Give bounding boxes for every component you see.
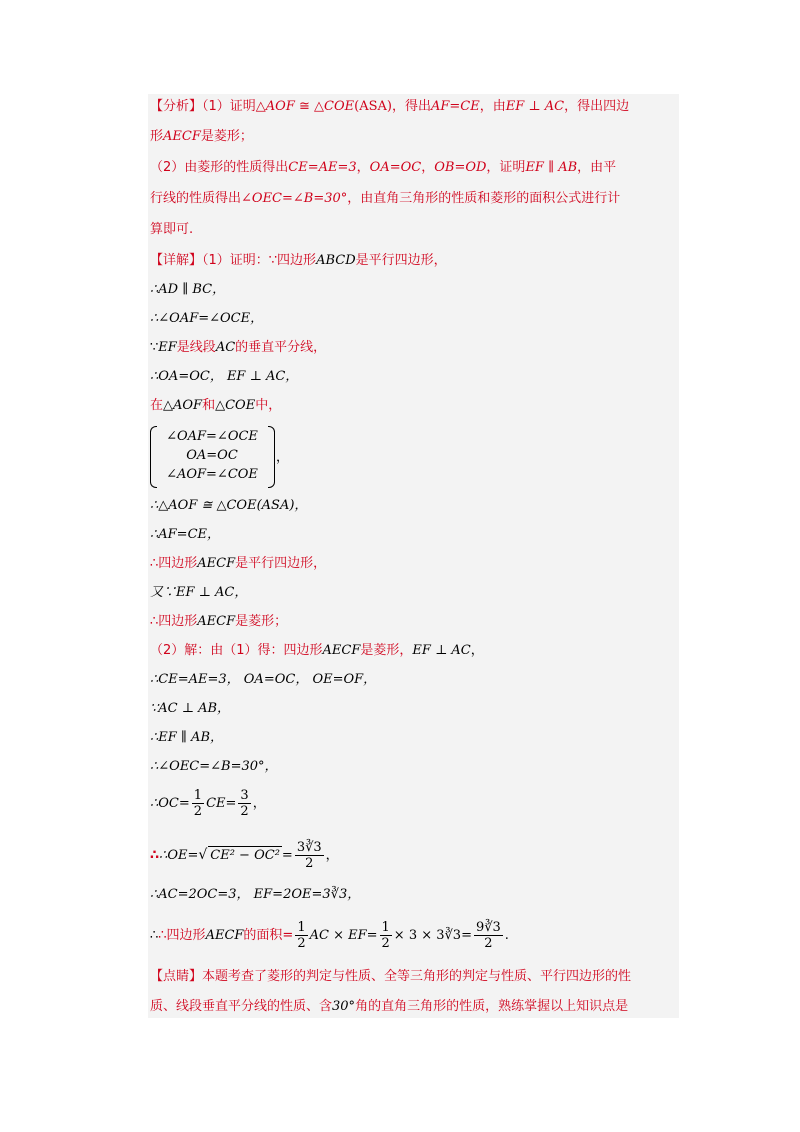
detail-line-9: ∴四边形AECF是平行四边形， bbox=[150, 556, 327, 571]
comment-line-2: 质、线段垂直平分线的性质、含30°角的直角三角形的性质，熟练掌握以上知识点是 bbox=[150, 999, 629, 1014]
fraction: $\frac{3}{2}$ bbox=[240, 788, 249, 819]
detail-line-18: ∴∴OE=√ CE² − OC² = $\frac{3∛3}{2}$ ， bbox=[150, 840, 339, 871]
fraction: $\frac{9∛3}{2}$ bbox=[475, 920, 501, 951]
detail-line-3: ∴∠OAF=∠OCE， bbox=[150, 311, 264, 326]
detail-tag: 【详解】 bbox=[150, 253, 203, 268]
detail-line-11: ∴四边形AECF是菱形； bbox=[150, 614, 288, 629]
equation-system: ∠OAF=∠OCE OA=OC ∠AOF=∠COE ， bbox=[150, 426, 280, 488]
detail-line-5: ∴OA=OC， EF ⊥ AC， bbox=[150, 369, 299, 384]
analysis-tag: 【分析】 bbox=[150, 99, 203, 114]
analysis-line-5: 算即可. bbox=[150, 222, 194, 237]
detail-line-19: ∴AC=2OC=3， EF=2OE=3∛3， bbox=[150, 887, 361, 902]
detail-line-14: ∵AC ⊥ AB， bbox=[150, 701, 231, 716]
detail-line-13: ∴CE=AE=3， OA=OC， OE=OF， bbox=[150, 672, 377, 687]
analysis-line-1: 【分析】（1）证明△AOF ≅ △COE(ASA)，得出AF=CE，由EF ⊥ AC，得出四边 bbox=[150, 99, 630, 114]
fraction: $\frac{3∛3}{2}$ bbox=[296, 840, 322, 871]
detail-line-17: ∴OC= $\frac{1}{2}$ CE= $\frac{3}{2}$ ， bbox=[150, 788, 266, 819]
comment-line-1: 【点睛】本题考查了菱形的判定与性质、全等三角形的判定与性质、平行四边形的性 bbox=[150, 969, 632, 984]
detail-line-15: ∴EF ∥ AB， bbox=[150, 730, 223, 745]
detail-line-7: ∴△AOF ≅ △COE(ASA)， bbox=[150, 498, 308, 513]
detail-line-10: 又∵EF ⊥ AC， bbox=[150, 585, 248, 600]
fraction: $\frac{1}{2}$ bbox=[193, 788, 203, 819]
detail-line-1: 【详解】（1）证明：∵四边形ABCD是平行四边形， bbox=[150, 253, 447, 268]
analysis-line-2: 形AECF是菱形； bbox=[150, 129, 253, 144]
fraction: $\frac{1}{2}$ bbox=[297, 920, 306, 951]
analysis-line-4: 行线的性质得出∠OEC=∠B=30°，由直角三角形的性质和菱形的面积公式进行计 bbox=[150, 191, 621, 206]
radical-sign-icon: √ bbox=[198, 847, 208, 863]
right-brace bbox=[268, 426, 275, 488]
analysis-line-3: （2）由菱形的性质得出CE=AE=3，OA=OC，OB=OD，证明EF ∥ AB，由平 bbox=[150, 160, 617, 175]
detail-line-20: ∴∴四边形AECF的面积= $\frac{1}{2}$ AC × EF= $\frac{1}{2}$ × 3 × 3∛3= $\frac{9∛3}{2}$ . bbox=[150, 920, 509, 951]
fraction: $\frac{1}{2}$ bbox=[381, 920, 390, 951]
detail-line-12: （2）解：由（1）得：四边形AECF是菱形，EF ⊥ AC， bbox=[150, 643, 484, 658]
detail-line-16: ∴∠OEC=∠B=30°， bbox=[150, 759, 278, 774]
comment-tag: 【点睛】 bbox=[150, 969, 203, 984]
detail-line-6: 在△AOF和△COE中， bbox=[150, 398, 282, 413]
detail-line-2: ∴AD ∥ BC， bbox=[150, 282, 226, 297]
detail-line-4: ∵EF是线段AC的垂直平分线， bbox=[150, 340, 327, 355]
detail-line-8: ∴AF=CE， bbox=[150, 527, 221, 542]
